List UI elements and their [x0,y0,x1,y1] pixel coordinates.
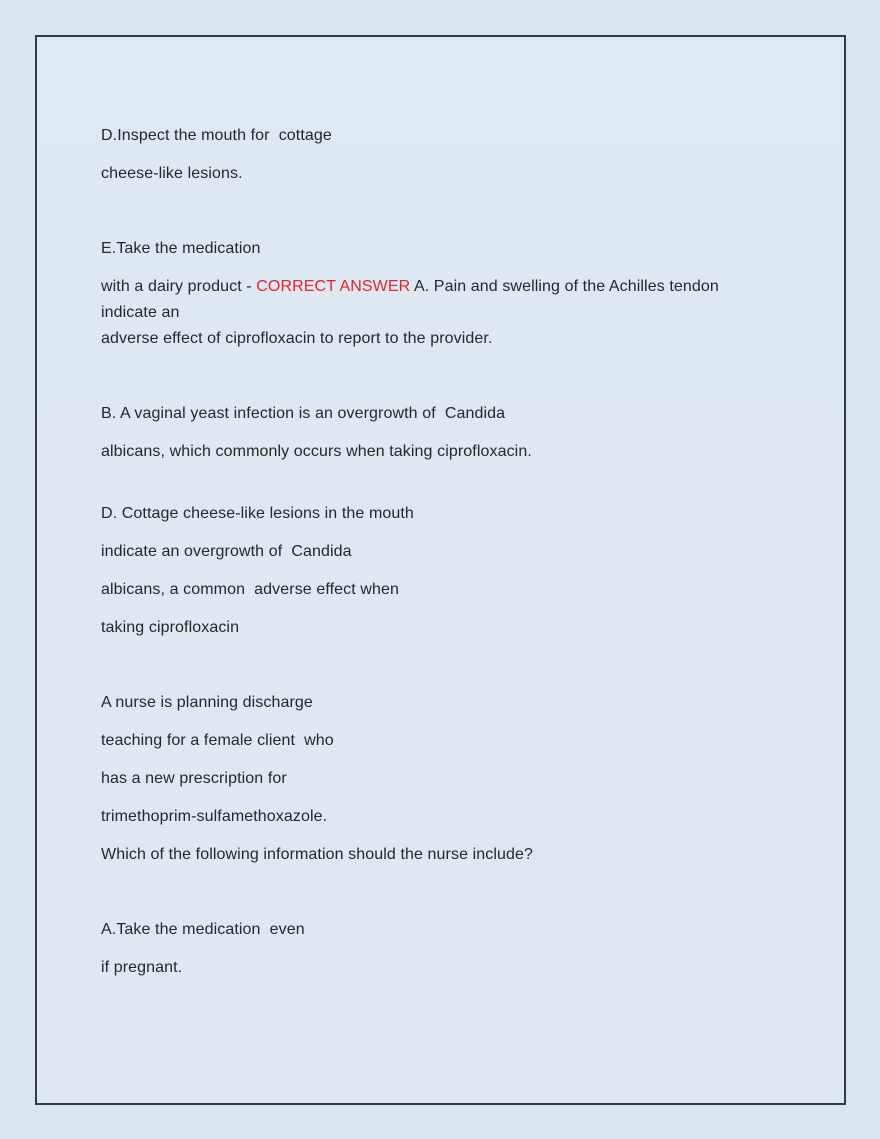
rationale-option-b [101,395,814,471]
answer-option-a [101,911,814,987]
text-segment: D.Inspect the mouth for cottage [101,127,332,144]
answer-option-e [101,230,814,268]
text-line [101,300,814,326]
text-line [101,911,814,949]
text-segment: has a new prescription for [101,770,287,787]
text-line [101,495,814,533]
text-segment: trimethoprim-sulfamethoxazole. [101,808,328,825]
text-line [101,571,814,609]
text-line [101,326,814,352]
text-segment: teaching for a female client who [101,732,334,749]
text-segment: indicate an [101,304,180,321]
text-segment: cheese-like lesions. [101,165,243,182]
text-line [101,395,814,433]
text-line [101,274,814,300]
document-text-body [37,37,844,1103]
rationale-option-d [101,495,814,647]
text-line [101,433,814,471]
text-segment: D. Cottage cheese-like lesions in the mouth [101,505,414,522]
text-line [101,722,814,760]
text-line [101,798,814,836]
text-segment: B. A vaginal yeast infection is an overgrowth of Candida [101,405,506,422]
text-line [101,684,814,722]
text-line [101,117,814,155]
text-segment: E.Take the medication [101,240,261,257]
text-segment: adverse effect of ciprofloxacin to report to the provider. [101,330,493,347]
text-line [101,949,814,987]
text-segment: indicate an overgrowth of Candida [101,543,352,560]
text-segment: A.Take the medication even [101,921,305,938]
text-segment: with a dairy product - [101,278,257,295]
text-segment: if pregnant. [101,959,183,976]
answer-option-d [101,117,814,193]
text-segment: taking ciprofloxacin [101,619,240,636]
text-line [101,760,814,798]
text-segment: A. Pain and swelling of the Achilles tendon [410,278,719,295]
correct-answer-label: CORRECT ANSWER [256,278,411,295]
text-line [101,155,814,193]
text-segment: albicans, which commonly occurs when taking ciprofloxacin. [101,443,532,460]
text-segment: albicans, a common adverse effect when [101,581,399,598]
text-line [101,609,814,647]
correct-answer-explanation [101,274,814,352]
text-line [101,230,814,268]
text-segment: A nurse is planning discharge [101,694,313,711]
text-line [101,836,814,874]
question-stem [101,684,814,874]
text-segment: Which of the following information should the nurse include? [101,846,534,863]
text-line [101,533,814,571]
document-page [35,35,846,1105]
